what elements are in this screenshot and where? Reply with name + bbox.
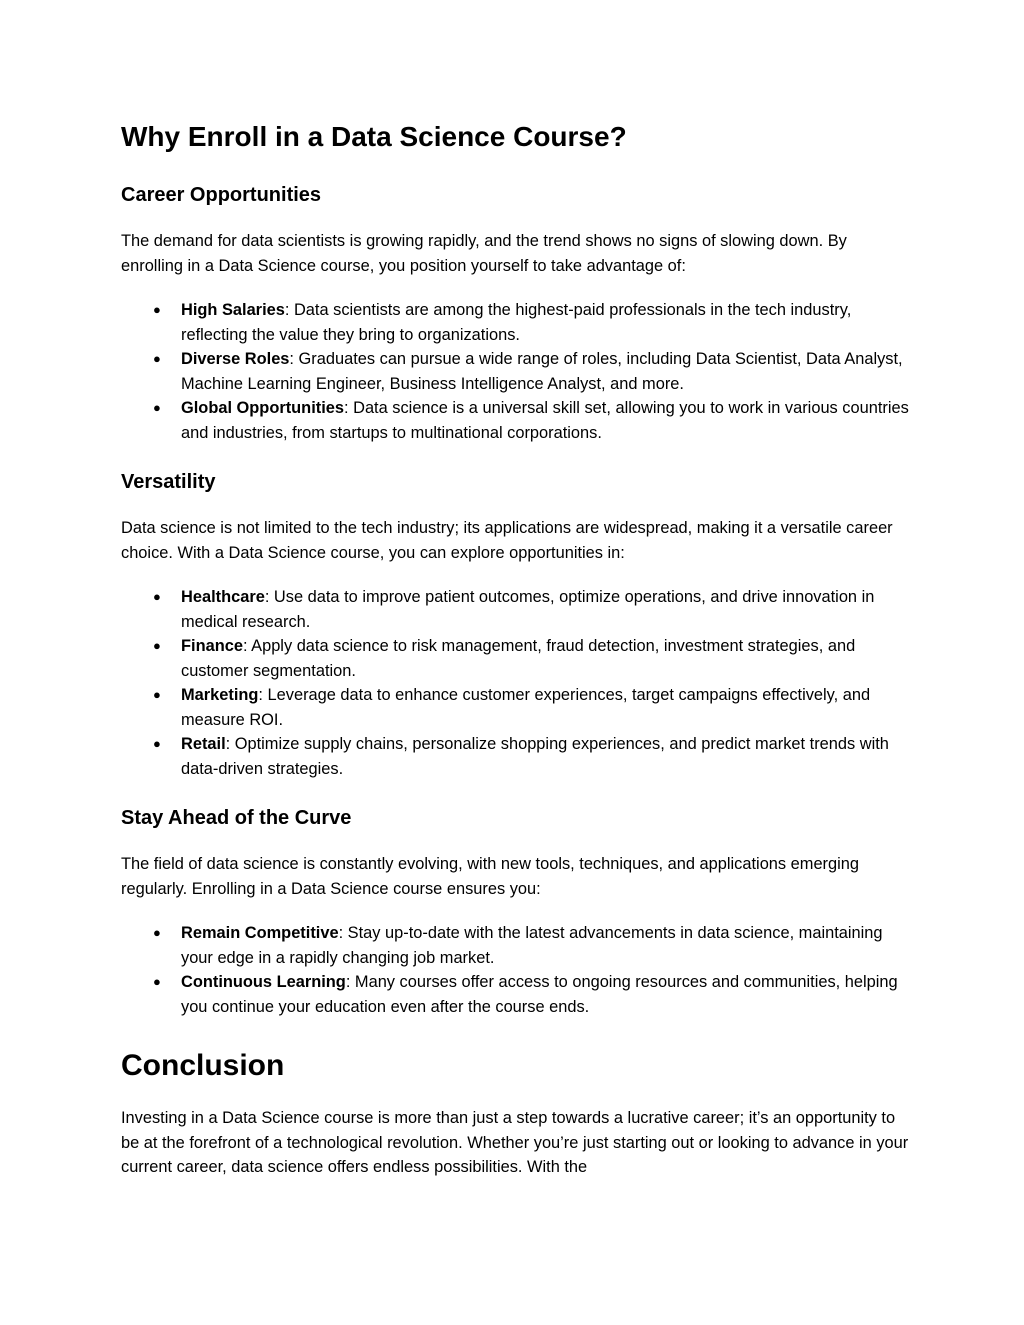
list-item-text: : Graduates can pursue a wide range of roles, including Data Scientist, Data Analyst, Machine Learning Engineer, Business Intelligence Analyst, and more. — [181, 350, 903, 393]
list-item-text: : Use data to improve patient outcomes, optimize operations, and drive innovation in medical research. — [181, 588, 875, 631]
list-item-text: : Stay up-to-date with the latest advancements in data science, maintaining your edge in a rapidly changing job market. — [181, 924, 883, 967]
list-item — [121, 396, 911, 445]
list-item-text: : Many courses offer access to ongoing resources and communities, helping you continue your education even after the course ends. — [181, 973, 898, 1016]
bullet-icon: ● — [153, 351, 161, 366]
bullet-icon: ● — [153, 687, 161, 702]
list-item-term: Retail — [181, 735, 226, 753]
bullet-icon: ● — [153, 638, 161, 653]
bullet-icon: ● — [153, 925, 161, 940]
list-item — [121, 970, 911, 1019]
list-item — [121, 921, 911, 970]
list-item-text: : Optimize supply chains, personalize shopping experiences, and predict market trends with data-driven strategies. — [181, 735, 889, 778]
bullet-icon: ● — [153, 589, 161, 604]
list-item-text: : Apply data science to risk management, fraud detection, investment strategies, and customer segmentation. — [181, 637, 856, 680]
list-item — [121, 683, 911, 732]
bullet-list-stay-ahead — [121, 921, 911, 1019]
list-item-term: High Salaries — [181, 301, 285, 319]
bullet-icon: ● — [153, 302, 161, 317]
list-item-term: Marketing — [181, 686, 259, 704]
bullet-icon: ● — [153, 400, 161, 415]
list-item-text: : Data scientists are among the highest-paid professionals in the tech industry, reflecting the value they bring to organizations. — [181, 301, 852, 344]
section-heading-versatility: Versatility — [121, 471, 216, 493]
list-item-term: Continuous Learning — [181, 973, 346, 991]
section-intro-versatility: Data science is not limited to the tech industry; its applications are widespread, making it a versatile career choice. With a Data Science course, you can explore opportunities in: — [121, 519, 893, 562]
bullet-icon: ● — [153, 736, 161, 751]
list-item — [121, 732, 911, 781]
list-item-term: Diverse Roles — [181, 350, 290, 368]
bullet-list-versatility — [121, 585, 911, 781]
conclusion-heading: Conclusion — [121, 1049, 285, 1082]
page-title: Why Enroll in a Data Science Course? — [121, 121, 627, 152]
list-item — [121, 347, 911, 396]
list-item-text: : Data science is a universal skill set, allowing you to work in various countries and industries, from startups to multinational corporations. — [181, 399, 909, 442]
section-intro-career-opportunities: The demand for data scientists is growing rapidly, and the trend shows no signs of slowing down. By enrolling in a Data Science course, you position yourself to take advantage of: — [121, 232, 847, 275]
bullet-icon: ● — [153, 974, 161, 989]
conclusion-text: Investing in a Data Science course is more than just a step towards a lucrative career; it’s an opportunity to be at the forefront of a technological revolution. Whether you’re just starting out or looking to advance in your current career, data science offers endless possibilities. With the — [121, 1109, 909, 1176]
list-item — [121, 585, 911, 634]
list-item-term: Remain Competitive — [181, 924, 339, 942]
list-item — [121, 634, 911, 683]
list-item-text: : Leverage data to enhance customer experiences, target campaigns effectively, and measure ROI. — [181, 686, 871, 729]
list-item-term: Global Opportunities — [181, 399, 344, 417]
bullet-list-career-opportunities — [121, 298, 911, 445]
list-item-term: Finance — [181, 637, 243, 655]
section-heading-career-opportunities: Career Opportunities — [121, 184, 322, 206]
list-item-term: Healthcare — [181, 588, 265, 606]
list-item — [121, 298, 911, 347]
section-intro-stay-ahead: The field of data science is constantly evolving, with new tools, techniques, and applications emerging regularly. Enrolling in a Data Science course ensures you: — [121, 855, 860, 898]
section-heading-stay-ahead: Stay Ahead of the Curve — [121, 807, 352, 829]
